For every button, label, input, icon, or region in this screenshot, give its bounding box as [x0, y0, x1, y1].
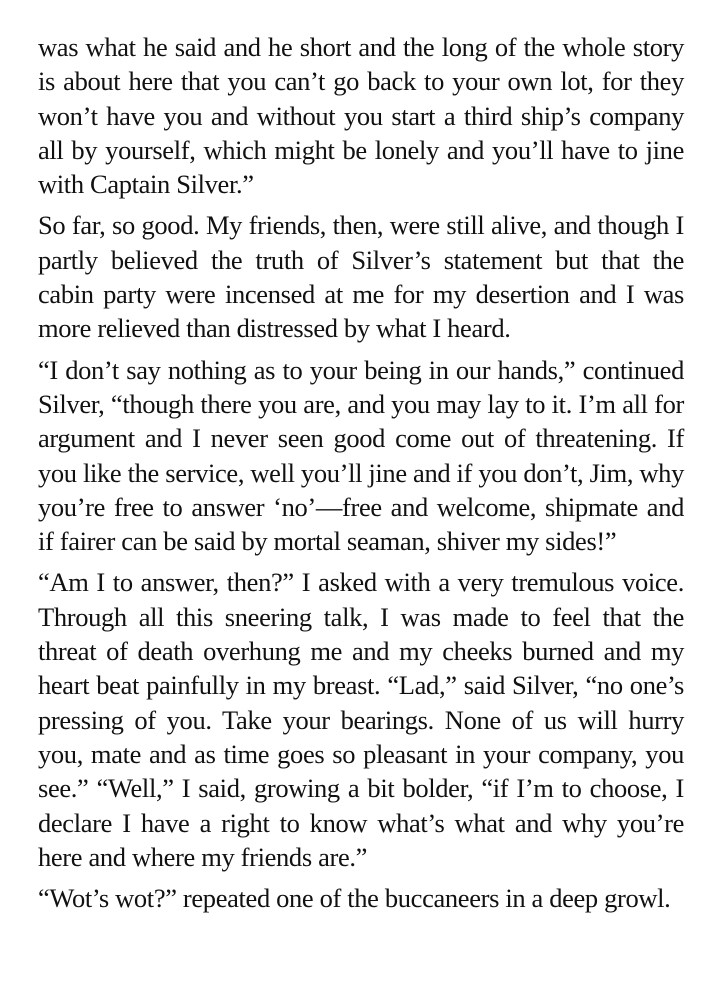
paragraph: was what he said and he short and the long of the whole story is about here that you can’t go back to your own lot, for they won’t have you and without you start a third ship’s company all by yourself, which might be lonely and you’ll have to jine with Captain Silver.”	[38, 32, 684, 200]
paragraph: “Am I to answer, then?” I asked with a very tremulous voice. Through all this sneering talk, I was made to feel that the threat of death overhung me and my cheeks burned and my heart beat painfully in my breast. “Lad,” said Silver, “no one’s pressing of you. Take your bearings. None of us will hurry you, mate and as time goes so pleasant in your company, you see.” “Well,” I said, growing a bit bolder, “if I’m to choose, I declare I have a right to know what’s what and why you’re here and where my friends are.”	[38, 567, 684, 872]
paragraph: So far, so good. My friends, then, were still alive, and though I partly believed the truth of Silver’s statement but that the cabin party were incensed at me for my desertion and I was more relieved than distressed by what I heard.	[38, 210, 684, 344]
paragraph: “Wot’s wot?” repeated one of the buccaneers in a deep growl.	[38, 883, 671, 914]
paragraph: “I don’t say nothing as to your being in our hands,” continued Silver, “though there you are, and you may lay to it. I’m all for argument and I never seen good come out of threatening. If you like the service, well you’ll jine and if you don’t, Jim, why you’re free to answer ‘no’—free and welcome, shipmate and if fairer can be said by mortal seaman, shiver my sides!”	[38, 354, 684, 557]
document-page	[38, 30, 684, 922]
